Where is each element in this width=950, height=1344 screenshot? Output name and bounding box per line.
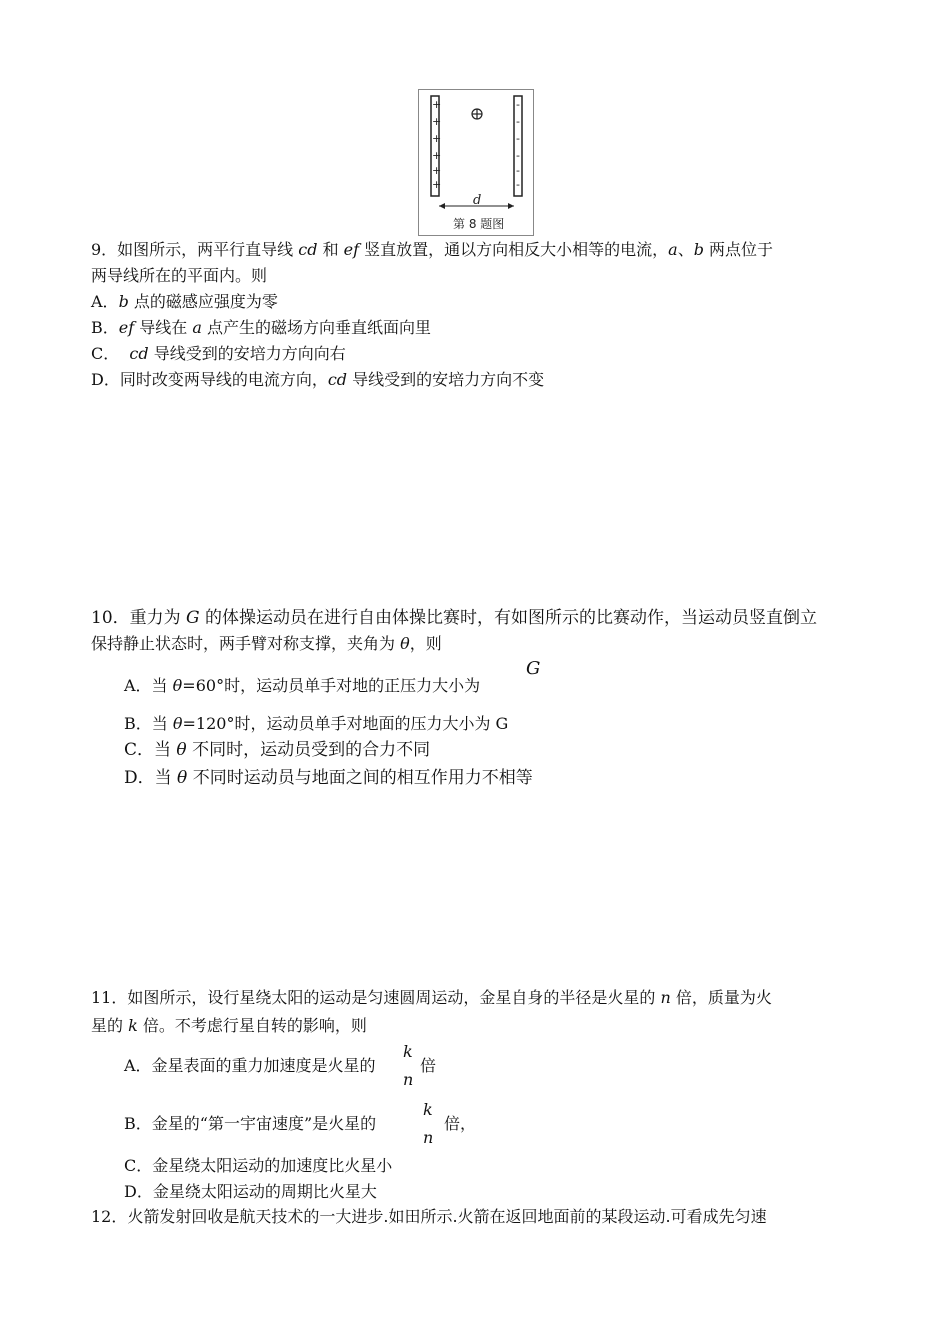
minus-sign: - xyxy=(516,115,520,128)
q11-stem-line1: 11．如图所示，设行星绕太阳的运动是匀速圆周运动，金星自身的半径是火星的 n 倍，质量为火 xyxy=(91,988,772,1007)
q11-stem-line2: 星的 k 倍。不考虑行星自转的影响，则 xyxy=(91,1016,367,1035)
plus-sign: + xyxy=(432,115,442,128)
q11-option-b-suffix: 倍， xyxy=(444,1114,477,1133)
figure-caption: 第 8 题图 xyxy=(453,217,505,231)
minus-sign: - xyxy=(516,164,520,177)
q11-option-a-suffix: 倍 xyxy=(420,1056,437,1075)
q9-option-a: A．b 点的磁感应强度为零 xyxy=(91,292,278,311)
q11-option-b: B．金星的“第一宇宙速度”是火星的 xyxy=(124,1114,377,1133)
q9-option-d: D．同时改变两导线的电流方向，cd 导线受到的安培力方向不变 xyxy=(91,370,545,389)
q10-option-c: C．当 θ 不同时，运动员受到的合力不同 xyxy=(124,740,431,760)
q10-option-d: D．当 θ 不同时运动员与地面之间的相互作用力不相等 xyxy=(124,768,533,788)
q11-option-a: A．金星表面的重力加速度是火星的 xyxy=(124,1056,376,1075)
plus-sign: + xyxy=(432,98,442,111)
q10-stem-line1: 10．重力为 G 的体操运动员在进行自由体操比赛时，有如图所示的比赛动作，当运动员竖直倒立 xyxy=(91,608,818,628)
q11-option-b-numerator: k xyxy=(423,1100,433,1119)
plus-sign: + xyxy=(432,178,442,191)
parallel-wires-figure xyxy=(418,89,534,236)
q9-option-b: B．ef 导线在 a 点产生的磁场方向垂直纸面向里 xyxy=(91,318,431,337)
q11-option-a-denominator: n xyxy=(403,1070,414,1089)
q11-option-b-denominator: n xyxy=(423,1128,434,1147)
distance-label: d xyxy=(473,193,482,208)
q10-option-b: B．当 θ=120°时，运动员单手对地面的压力大小为 G xyxy=(124,714,509,733)
q12-stem: 12．火箭发射回收是航天技术的一大进步.如田所示.火箭在返回地面前的某段运动.可看成先匀速 xyxy=(91,1207,767,1226)
plus-sign: + xyxy=(432,149,442,162)
q9-option-c: C． cd 导线受到的安培力方向向右 xyxy=(91,344,346,363)
proton-symbol xyxy=(472,109,482,119)
minus-sign: - xyxy=(516,132,520,145)
q11-option-d: D．金星绕太阳运动的周期比火星大 xyxy=(124,1182,377,1201)
q9-stem-line1: 9．如图所示，两平行直导线 cd 和 ef 竖直放置，通以方向相反大小相等的电流，a、b 两点位于 xyxy=(91,240,774,259)
q10-option-a-g: G xyxy=(526,658,541,679)
q9-stem-line2: 两导线所在的平面内。则 xyxy=(91,266,268,285)
minus-sign: - xyxy=(516,178,520,191)
minus-sign: - xyxy=(516,98,520,111)
plus-sign: + xyxy=(432,132,442,145)
q10-option-a: A．当 θ=60°时，运动员单手对地的正压力大小为 xyxy=(124,676,481,695)
q11-option-a-numerator: k xyxy=(403,1042,413,1061)
q10-stem-line2: 保持静止状态时，两手臂对称支撑，夹角为 θ，则 xyxy=(91,634,442,653)
wires-diagram xyxy=(419,90,533,235)
minus-sign: - xyxy=(516,149,520,162)
plus-sign: + xyxy=(432,164,442,177)
q11-option-c: C．金星绕太阳运动的加速度比火星小 xyxy=(124,1156,393,1175)
